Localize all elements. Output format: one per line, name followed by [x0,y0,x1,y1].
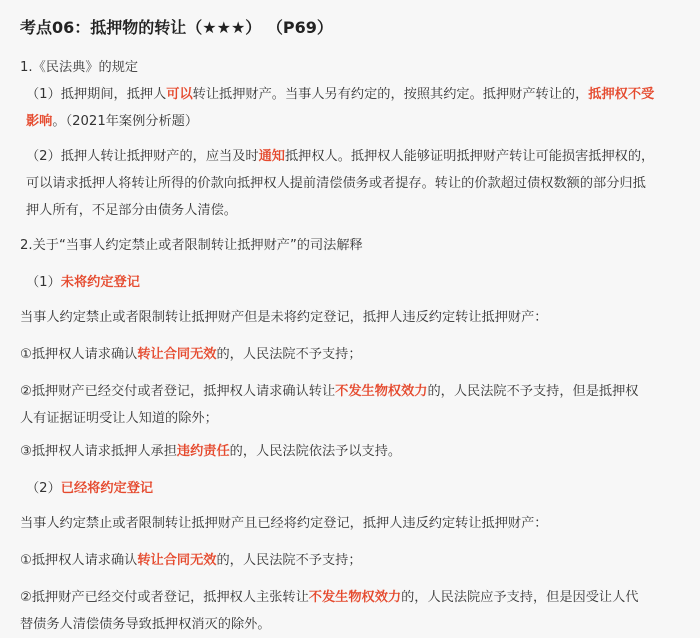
paragraph [20,378,700,432]
text-segment: 的，人民法院应予支持，但是因受让人代 [401,590,639,605]
text-segment: 转让抵押财产。当事人另有约定的，按照其约定。抵押财产转让的， [192,87,589,102]
text-segment: （1） [26,275,61,290]
highlighted-text: 转让合同无效 [137,553,217,568]
highlighted-text: 已经将约定登记 [60,481,154,496]
text-segment: （2） [26,481,61,496]
text-line [20,547,700,574]
document-body [20,54,700,638]
highlighted-text: 违约责任 [176,444,230,459]
text-line [20,341,700,368]
text-segment: 的，人民法院依法予以支持。 [229,444,402,459]
highlighted-text: 不发生物权效力 [308,590,402,605]
text-line [20,232,700,259]
paragraph [20,547,700,574]
highlighted-text: 不发生物权效力 [335,384,428,399]
text-segment: 押人所有，不足部分由债务人清偿。 [26,203,237,218]
text-segment: 人有证据证明受让人知道的除外； [20,411,218,426]
text-segment: （1）抵押期间，抵押人 [26,87,167,102]
paragraph [20,584,700,638]
text-line [20,611,700,638]
text-segment: 。（2021年案例分析题） [52,114,199,129]
highlighted-text: 转让合同无效 [137,347,217,362]
text-line [26,475,700,502]
text-line [26,170,700,197]
paragraph [20,54,700,81]
text-segment: ①抵押权人请求确认 [20,347,138,362]
text-segment: 的，人民法院不予支持； [216,347,362,362]
paragraph [20,341,700,368]
text-line [26,143,700,170]
text-segment: ①抵押权人请求确认 [20,553,138,568]
paragraph [20,143,700,224]
text-segment: 当事人约定禁止或者限制转让抵押财产且已经将约定登记，抵押人违反约定转让抵押财产： [20,516,548,531]
text-line [26,108,700,135]
text-segment: ②抵押财产已经交付或者登记，抵押权人主张转让 [20,590,309,605]
text-segment: 2.关于“当事人约定禁止或者限制转让抵押财产”的司法解释 [20,238,363,253]
text-line [20,405,700,432]
text-line [20,584,700,611]
paragraph [20,269,700,296]
paragraph [20,475,700,502]
paragraph [20,438,700,465]
highlighted-text: 影响 [26,114,53,129]
text-segment: 1.《民法典》的规定 [20,60,139,75]
text-line [20,510,700,537]
text-segment: 当事人约定禁止或者限制转让抵押财产但是未将约定登记，抵押人违反约定转让抵押财产： [20,310,548,325]
text-segment: ③抵押权人请求抵押人承担 [20,444,177,459]
paragraph [20,81,700,135]
highlighted-text: 可以 [166,87,193,102]
text-line [26,197,700,224]
highlighted-text: 未将约定登记 [60,275,140,290]
page-title: 考点06：抵押物的转让（★★★） （P69） [20,18,333,37]
text-line [26,81,700,108]
highlighted-text: 抵押权不受 [588,87,655,102]
text-line [20,378,700,405]
highlighted-text: 通知 [258,149,285,164]
text-segment: 可以请求抵押人将转让所得的价款向抵押权人提前清偿债务或者提存。转让的价款超过债权数额的部分归抵 [26,176,646,191]
paragraph [20,510,700,537]
text-line [20,304,700,331]
text-segment: 抵押权人。抵押权人能够证明抵押财产转让可能损害抵押权的， [284,149,655,164]
text-segment: （2）抵押人转让抵押财产的，应当及时 [26,149,259,164]
text-segment: 的，人民法院不予支持； [216,553,362,568]
text-segment: ②抵押财产已经交付或者登记，抵押权人请求确认转让 [20,384,336,399]
text-line [20,438,700,465]
paragraph [20,304,700,331]
text-segment: 的，人民法院不予支持，但是抵押权 [427,384,639,399]
paragraph [20,232,700,259]
text-line [26,269,700,296]
text-line [20,54,700,81]
text-segment: 替债务人清偿债务导致抵押权消灭的除外。 [20,617,271,632]
